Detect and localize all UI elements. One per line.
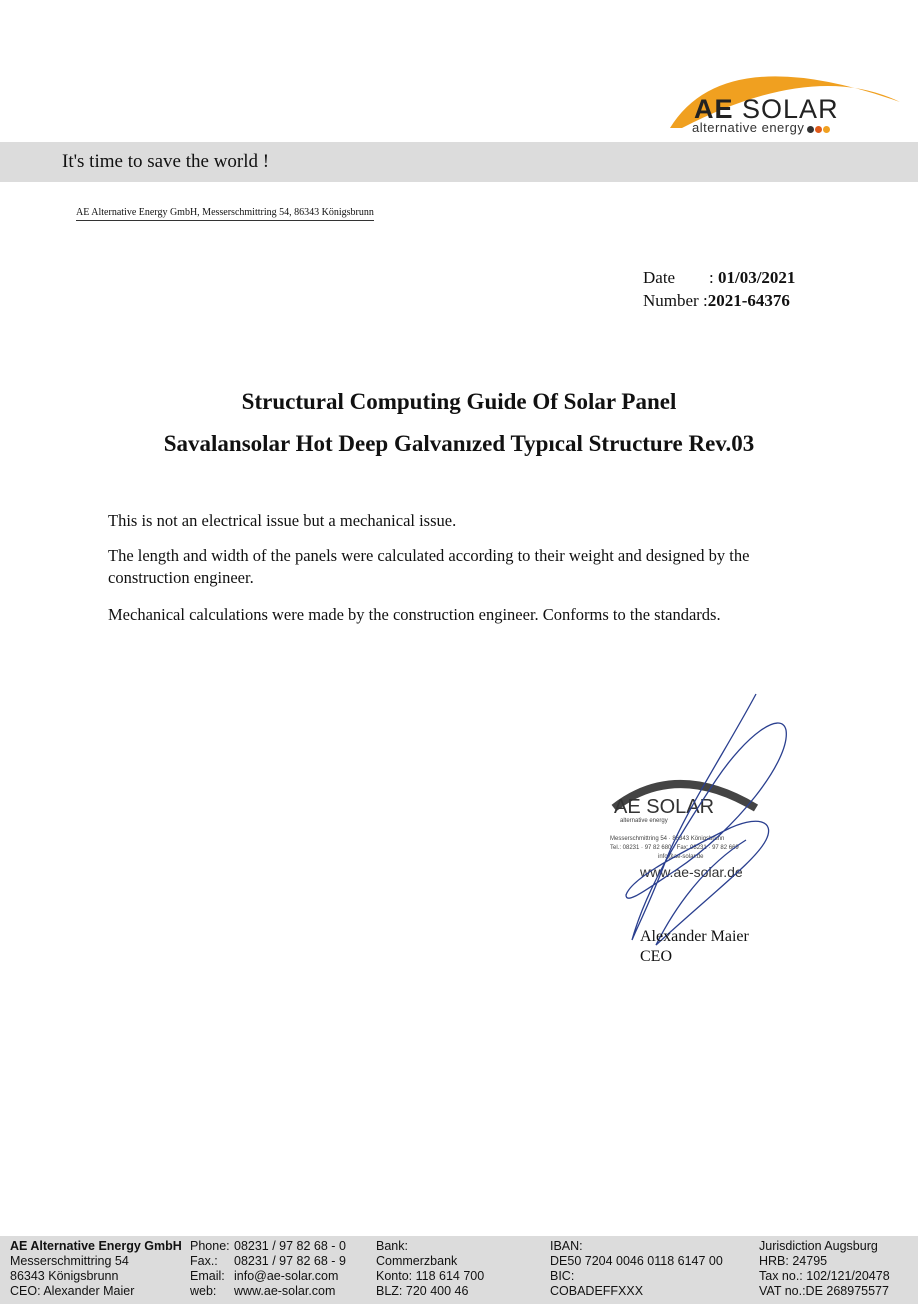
slogan-band	[0, 142, 918, 182]
footer-street: Messerschmittring 54	[10, 1254, 129, 1268]
footer-hrb: HRB: 24795	[759, 1254, 828, 1268]
footer-bank-name: Commerzbank	[376, 1254, 458, 1268]
signer-block	[640, 927, 749, 967]
footer-bank	[376, 1239, 484, 1299]
body-paragraph-1: This is not an electrical issue but a mechanical issue.	[108, 511, 457, 530]
footer-company	[10, 1239, 182, 1299]
footer-iban-value: DE50 7204 0046 0118 6147 00	[550, 1254, 723, 1268]
stamp-phone: Tel.: 08231 · 97 82 680 · Fax: 08231 · 97 82 669	[610, 845, 739, 851]
footer-iban	[550, 1239, 723, 1299]
company-logo	[664, 50, 904, 140]
footer-legal	[759, 1239, 890, 1299]
stamp-address: Messerschmittring 54 · 86343 Königsbrunn	[610, 836, 725, 842]
logo-dots-icon	[807, 121, 831, 136]
document-meta	[643, 266, 795, 312]
stamp-web: www.ae-solar.de	[640, 864, 743, 880]
footer-iban-label: IBAN:	[550, 1239, 583, 1253]
footer-bic-value: COBADEFFXXX	[550, 1284, 644, 1298]
date-separator: :	[709, 268, 718, 287]
document-subtitle: Savalansolar Hot Deep Galvanızed Typıcal Structure Rev.03	[163, 431, 755, 456]
footer-bic-label: BIC:	[550, 1269, 575, 1283]
footer-phone: Phone: 08231 / 97 82 68 - 0	[190, 1239, 346, 1253]
footer-web: web: www.ae-solar.com	[190, 1284, 336, 1298]
date-row	[643, 266, 795, 289]
number-label: Number :	[643, 291, 708, 310]
footer-city: 86343 Königsbrunn	[10, 1269, 119, 1283]
footer-konto: Konto: 118 614 700	[376, 1269, 485, 1283]
footer-jurisdiction: Jurisdiction Augsburg	[759, 1239, 878, 1253]
signer-role: CEO	[640, 948, 672, 965]
stamp-tagline: alternative energy	[620, 818, 668, 824]
footer-email: Email: info@ae-solar.com	[190, 1269, 339, 1283]
slogan-text: It's time to save the world !	[62, 151, 270, 172]
signer-name: Alexander Maier	[640, 928, 749, 945]
document-title: Structural Computing Guide Of Solar Panel	[241, 389, 677, 414]
number-value: 2021-64376	[707, 291, 790, 310]
footer-vat: VAT no.:DE 268975577	[759, 1284, 889, 1298]
body-paragraph-2: The length and width of the panels were calculated according to their weight and designed by the construction engineer.	[108, 546, 750, 587]
footer-blz: BLZ: 720 400 46	[376, 1284, 469, 1298]
footer	[0, 1236, 918, 1304]
body-paragraph-3: Mechanical calculations were made by the construction engineer. Conforms to the standards.	[108, 605, 721, 624]
footer-fax: Fax.: 08231 / 97 82 68 - 9	[190, 1254, 346, 1268]
logo-tagline: alternative energy	[692, 120, 831, 136]
footer-company-name: AE Alternative Energy GmbH	[10, 1239, 182, 1253]
sender-address: AE Alternative Energy GmbH, Messerschmittring 54, 86343 Königsbrunn	[76, 207, 374, 221]
footer-ceo: CEO: Alexander Maier	[10, 1284, 135, 1298]
footer-contact	[190, 1239, 346, 1299]
number-row	[643, 289, 795, 312]
footer-bank-label: Bank:	[376, 1239, 408, 1253]
stamp-email: info@ae-solar.de	[658, 854, 704, 860]
date-label: Date	[643, 268, 676, 287]
date-value: 01/03/2021	[717, 268, 796, 287]
stamp-brand: AE SOLAR	[614, 796, 715, 818]
logo-brand: AE SOLAR	[694, 94, 839, 124]
footer-tax: Tax no.: 102/121/20478	[759, 1269, 890, 1283]
